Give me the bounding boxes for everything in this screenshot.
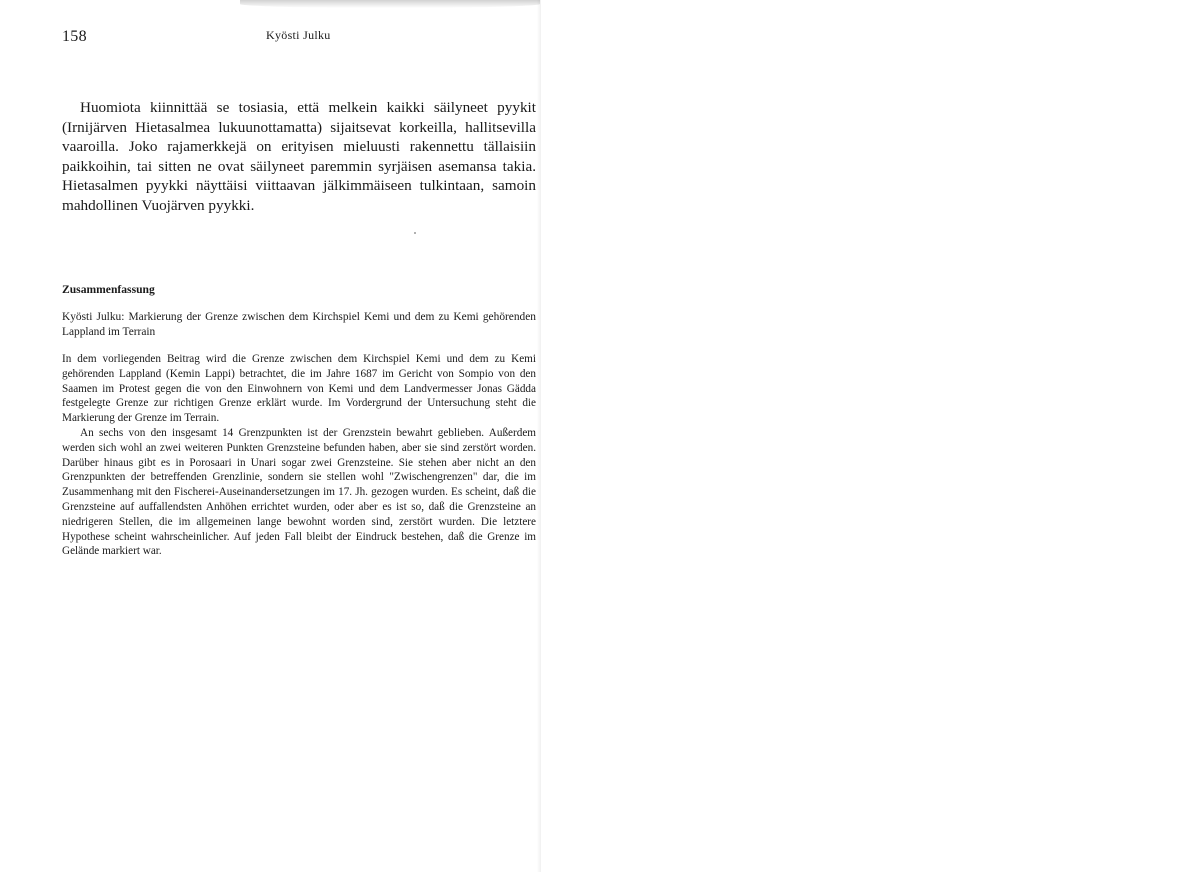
- summary-paragraph-2: An sechs von den insgesamt 14 Grenzpunkten ist der Grenzstein bewahrt geblieben. Außerdem werden sich wohl an zwei weiteren Punkten Grenzsteine befunden haben, aber sie sind zerstört worden. Darüber hinaus gibt es in Porosaari in Unari sogar zwei Grenzsteine. Sie stehen aber nicht an den Grenzpunkten der betreffenden Grenzlinie, sondern sie stellen wohl "Zwischengrenzen" dar, die im Zusammenhang mit den Fischerei-Auseinandersetzungen im 17. Jh. gezogen wurden. Es scheint, daß die Grenzsteine auf auffallendsten Anhöhen errichtet wurden, oder aber es ist so, daß die Grenzsteine an niedrigeren Stellen, die im allgemeinen lange bewohnt worden sind, zerstört wurden. Die letztere Hypothese scheint wahrscheinlicher. Auf jeden Fall bleibt der Eindruck bestehen, daß die Grenze im Gelände markiert war.: [62, 426, 536, 558]
- summary-paragraph-1: In dem vorliegenden Beitrag wird die Grenze zwischen dem Kirchspiel Kemi und dem zu Kemi gehörenden Lappland (Kemin Lappi) betrachtet, die im Jahre 1687 im Gericht von Sompio von den Saamen im Protest gegen die von den Einwohnern von Kemi und dem Landvermesser Jonas Gädda festgelegte Grenze zur richtigen Grenze erklärt wurde. Im Vordergrund der Untersuchung steht die Markierung der Grenze im Terrain.: [62, 353, 536, 425]
- binding-shadow: [240, 0, 540, 8]
- right-blank-page: [541, 0, 1200, 872]
- finnish-paragraph: Huomiota kiinnittää se tosiasia, että melkein kaikki säilyneet pyykit (Irnijärven Hietasalmea lukuunottamatta) sijaitsevat korkeilla, hallitsevilla vaaroilla. Joko rajamerkkejä on erityisen mieluusti rakennettu tällaisiin paikkoihin, tai sitten ne ovat säilyneet paremmin syrjäisen asemansa takia. Hietasalmen pyykki näyttäisi viittaavan jälkimmäiseen tulkintaan, samoin mahdollinen Vuojärven pyykki.: [62, 99, 536, 214]
- running-head-author: Kyösti Julku: [266, 28, 331, 42]
- scan-speck: [414, 232, 416, 234]
- page-number: 158: [62, 28, 87, 45]
- left-book-page: [0, 0, 541, 872]
- summary-body: [62, 352, 536, 559]
- summary-article-title: Kyösti Julku: Markierung der Grenze zwischen dem Kirchspiel Kemi und dem zu Kemi gehörenden Lappland im Terrain: [62, 311, 536, 338]
- summary-heading: Zusammenfassung: [62, 283, 155, 296]
